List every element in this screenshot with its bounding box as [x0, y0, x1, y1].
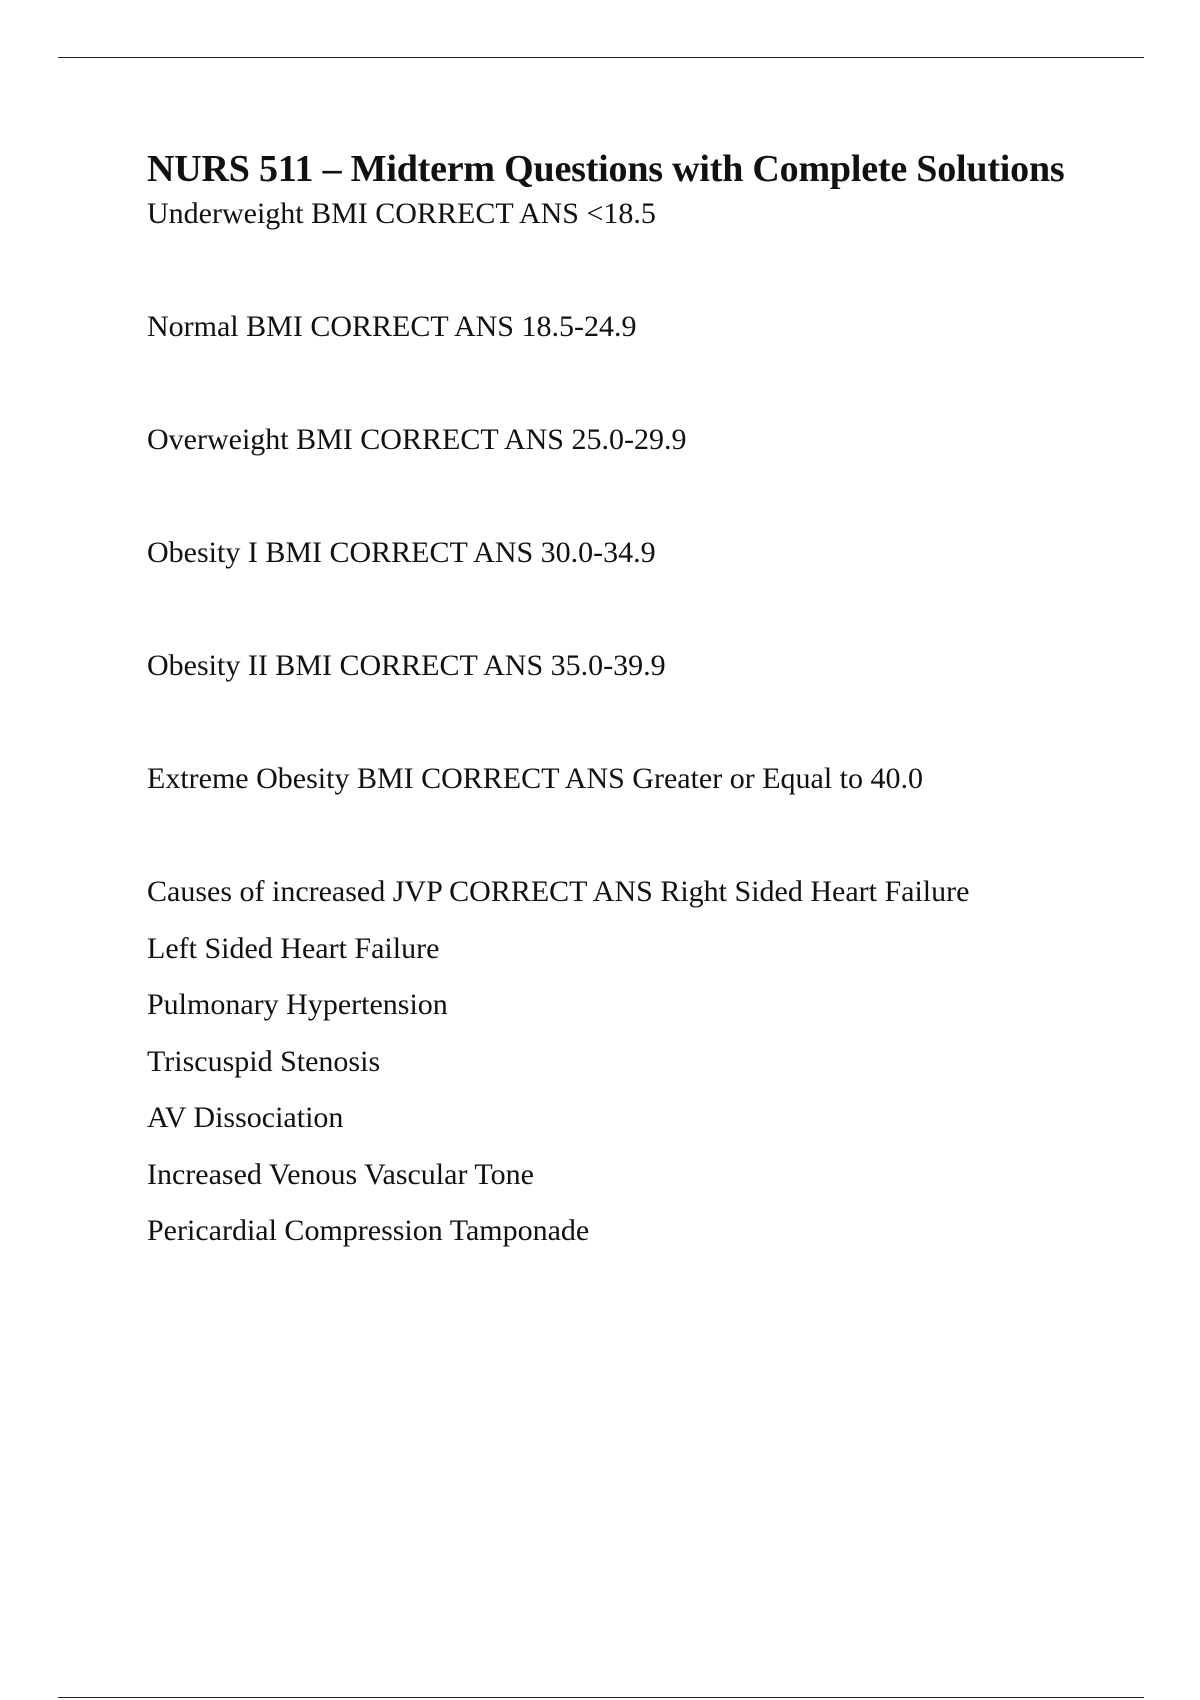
jvp-answer-venous-tone: Increased Venous Vascular Tone	[147, 1157, 534, 1191]
jvp-answer-pulmonary-hypertension: Pulmonary Hypertension	[147, 988, 448, 1021]
document-title: NURS 511 – Midterm Questions with Complete Solutions	[147, 148, 1065, 190]
qa-item-obesity-1: Obesity I BMI CORRECT ANS 30.0-34.9	[147, 536, 656, 569]
qa-item-obesity-2: Obesity II BMI CORRECT ANS 35.0-39.9	[147, 649, 666, 682]
jvp-answer-tamponade: Pericardial Compression Tamponade	[147, 1214, 590, 1247]
footer-rule	[58, 1697, 1144, 1698]
qa-item-extreme-obesity: Extreme Obesity BMI CORRECT ANS Greater or Equal to 40.0	[147, 762, 924, 795]
jvp-answer-left-heart-failure: Left Sided Heart Failure	[147, 931, 440, 965]
jvp-answer-av-dissociation: AV Dissociation	[147, 1101, 344, 1134]
document-body	[147, 144, 1097, 1251]
qa-item-underweight: Underweight BMI CORRECT ANS <18.5	[147, 197, 656, 230]
qa-item-normal: Normal BMI CORRECT ANS 18.5-24.9	[147, 310, 637, 343]
jvp-answer-tricuspid-stenosis: Triscuspid Stenosis	[147, 1044, 381, 1078]
qa-item-jvp: Causes of increased JVP CORRECT ANS Right Sided Heart Failure	[147, 875, 970, 908]
header-rule	[58, 57, 1144, 58]
qa-item-overweight: Overweight BMI CORRECT ANS 25.0-29.9	[147, 423, 687, 456]
